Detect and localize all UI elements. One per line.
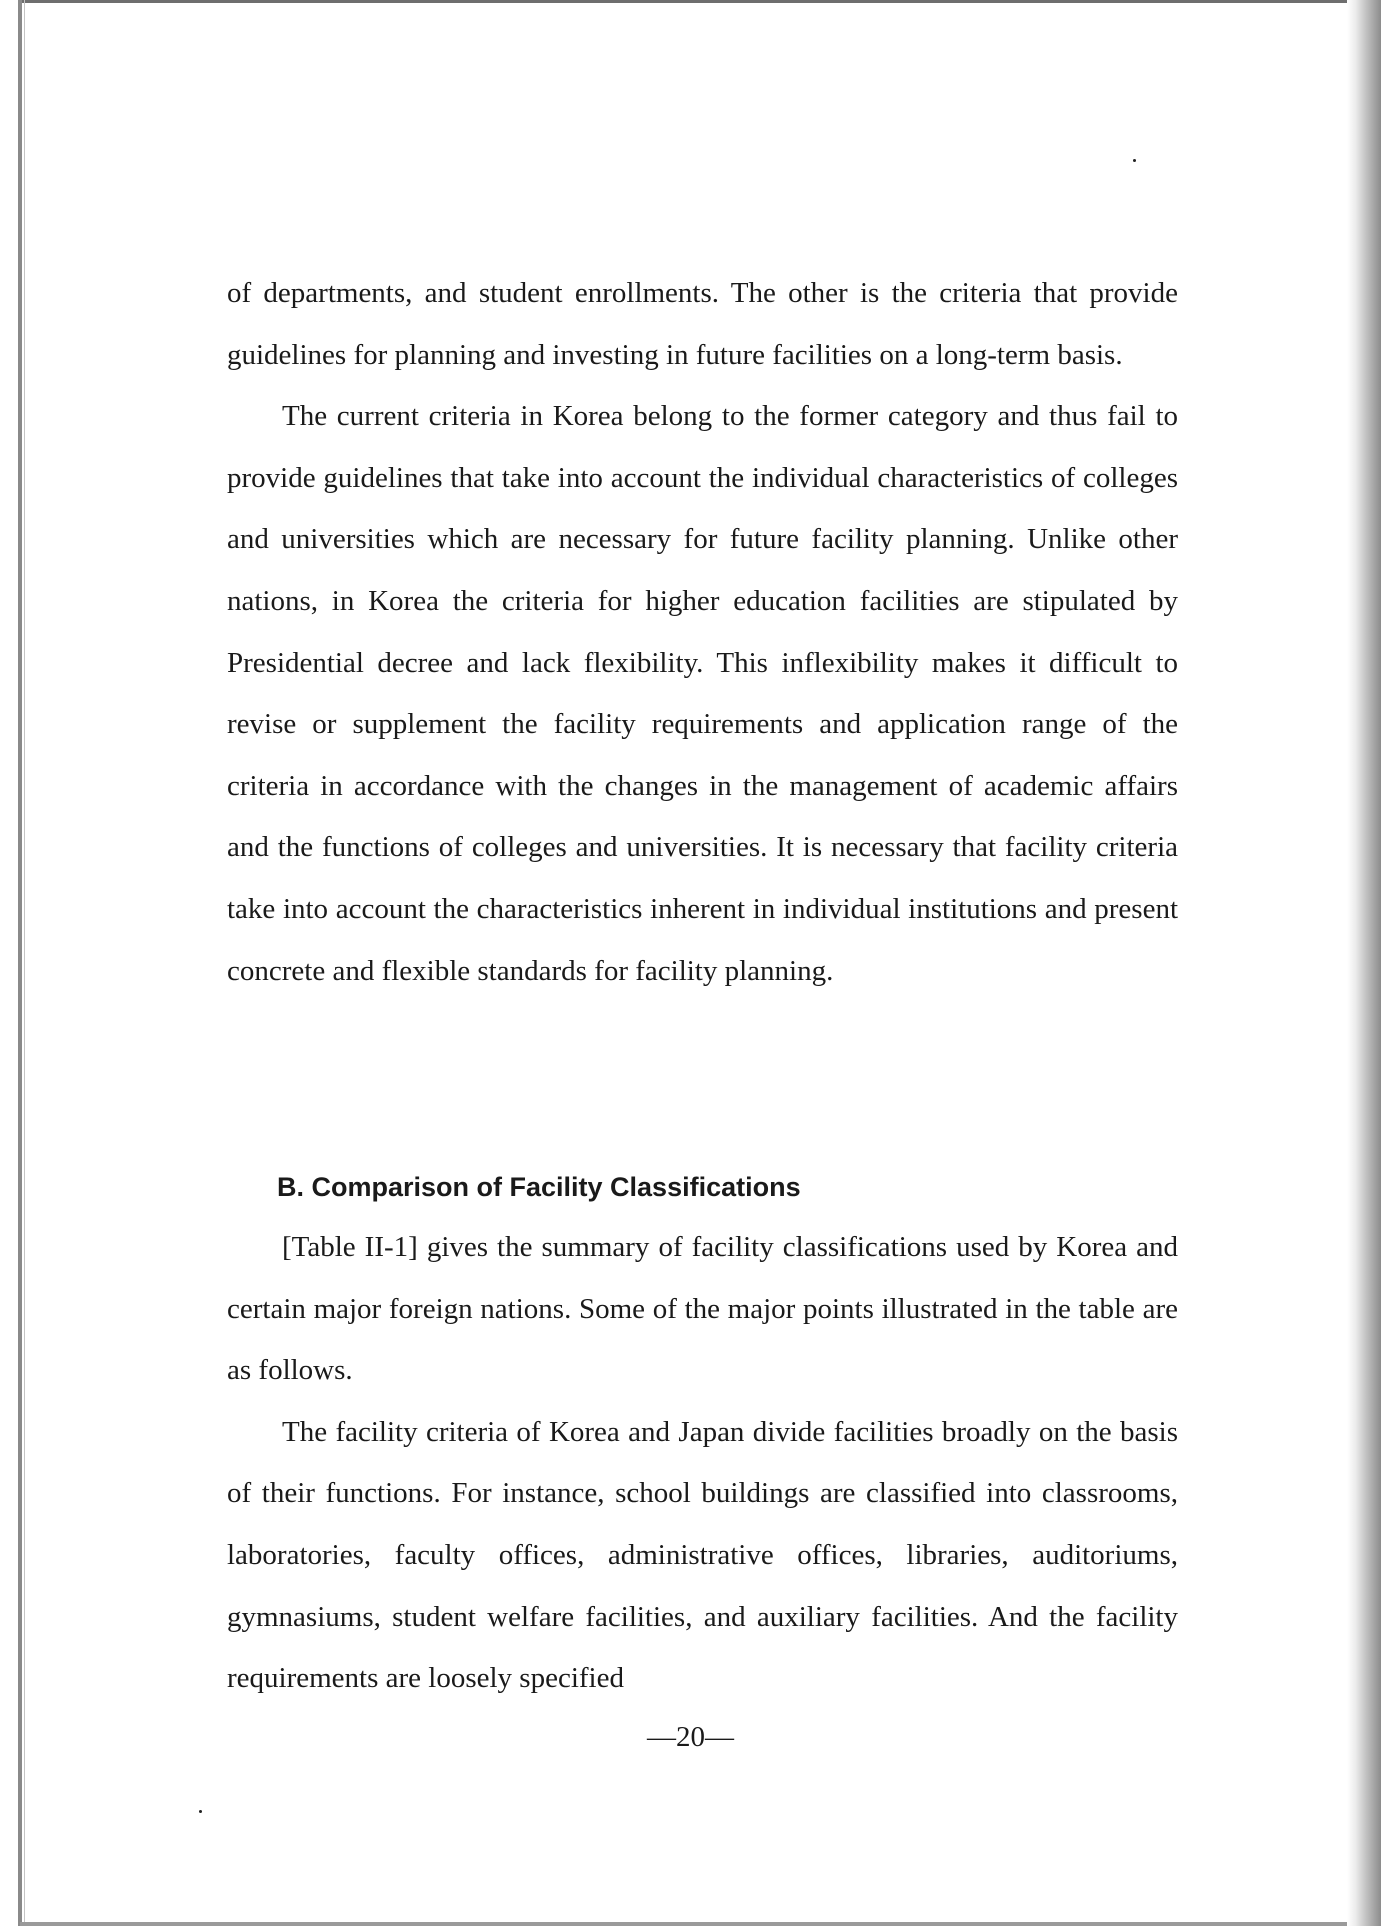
paragraph: The current criteria in Korea belong to the former category and thus fail to provide guidelines that take into account the individual characteristics of colleges and universities which are necessary for future facility planning. Unlike other nations, in Korea the criteria for higher education facilities are stipulated by Presidential decree and lack flexibility. This inflexibility makes it difficult to revise or supplement the facility requirements and application range of the criteria in accordance with the changes in the management of academic affairs and the functions of colleges and universities. It is necessary that facility criteria take into account the characteristics inherent in individual institutions and present concrete and flexible standards for facility planning. <box>227 400 1178 987</box>
scan-speck <box>199 1810 202 1813</box>
scan-speck <box>1133 159 1136 162</box>
section-heading: B. Comparison of Facility Classifications <box>277 1172 801 1202</box>
paragraph: [Table II-1] gives the summary of facility classifications used by Korea and certain major foreign nations. Some of the major points illustrated in the table are as follows. <box>227 1231 1178 1387</box>
page-edge-shadow <box>1347 0 1381 1926</box>
page-border-top <box>20 0 1381 3</box>
body-text-upper <box>227 263 1178 1002</box>
paragraph: The facility criteria of Korea and Japan divide facilities broadly on the basis of their functions. For instance, school buildings are classified into classrooms, laboratories, faculty offices, administrative offices, libraries, auditoriums, gymnasiums, student welfare facilities, and auxiliary facilities. And the facility requirements are loosely specified <box>227 1415 1178 1695</box>
page-number: —20— <box>647 1721 734 1753</box>
paragraph-continued: of departments, and student enrollments. The other is the criteria that provide guidelines for planning and investing in future facilities on a long-term basis. <box>227 277 1178 371</box>
page-border-left <box>18 0 22 1926</box>
page-border-bottom <box>20 1922 1381 1926</box>
body-text-lower <box>227 1217 1178 1710</box>
page-border-left-inner <box>24 0 25 1926</box>
